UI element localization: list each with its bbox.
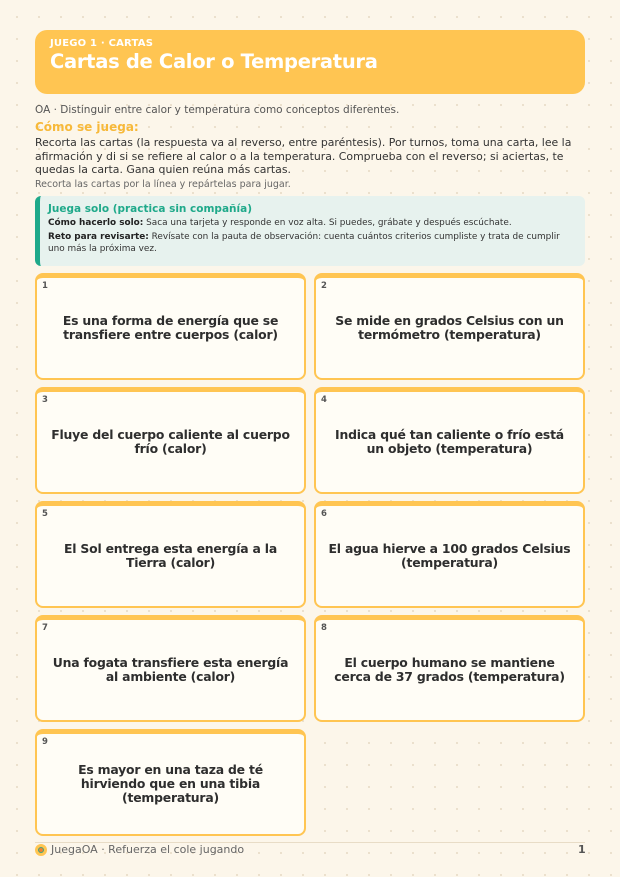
- card-6: [314, 501, 585, 608]
- footer: [35, 843, 244, 856]
- howto-text: Recorta las cartas (la respuesta va al reverso, entre paréntesis). Por turnos, toma una carta, lee la afirmación y di si se refiere al calor o a la temperatura. Comprueba con el reverso; si aciertas, te quedas la carta. Gana quien reúna más cartas.: [35, 136, 572, 176]
- card-text: El Sol entrega esta energía a la Tierra (calor): [63, 541, 278, 570]
- card-1: [35, 273, 306, 380]
- card-text: Se mide en grados Celsius con un termómetro (temperatura): [335, 313, 564, 342]
- card-text: Indica qué tan caliente o frío está un objeto (temperatura): [335, 427, 564, 456]
- card-text: Fluye del cuerpo caliente al cuerpo frío (calor): [51, 427, 290, 456]
- title-banner: [35, 30, 585, 94]
- card-number: 8: [321, 623, 327, 633]
- page-title: Cartas de Calor o Temperatura: [50, 50, 378, 73]
- card-number: 9: [42, 737, 48, 747]
- card-number: 7: [42, 623, 48, 633]
- solo-review-text: Revísate con la pauta de observación: cuenta cuántos criterios cumpliste y trata de cumplir uno más la próxima vez.: [48, 232, 560, 254]
- solo-how-text: Saca una tarjeta y responde en voz alta. Si puedes, grábate y después escúchate.: [146, 218, 512, 228]
- juegaoa-logo-icon: [35, 844, 47, 856]
- card-number: 1: [42, 281, 48, 291]
- solo-how-line: [48, 217, 575, 229]
- footer-brand: JuegaOA · Refuerza el cole jugando: [51, 843, 245, 856]
- howto-heading: Cómo se juega:: [35, 120, 139, 134]
- learning-objective: OA · Distinguir entre calor y temperatura como conceptos diferentes.: [35, 104, 400, 116]
- card-text: El agua hierve a 100 grados Celsius (temperatura): [328, 541, 571, 570]
- cut-note: Recorta las cartas por la línea y repártelas para jugar.: [35, 179, 291, 190]
- card-number: 2: [321, 281, 327, 291]
- card-number: 6: [321, 509, 327, 519]
- solo-how-label: Cómo hacerlo solo:: [48, 218, 144, 228]
- game-kicker: JUEGO 1 · CARTAS: [50, 38, 154, 49]
- solo-title: Juega solo (practica sin compañía): [48, 203, 252, 215]
- solo-review-line: [48, 231, 575, 255]
- card-8: [314, 615, 585, 722]
- card-number: 3: [42, 395, 48, 405]
- card-5: [35, 501, 306, 608]
- card-number: 4: [321, 395, 327, 405]
- card-text: Es una forma de energía que se transfiere entre cuerpos (calor): [62, 313, 279, 342]
- solo-review-label: Reto para revisarte:: [48, 232, 149, 242]
- card-text: El cuerpo humano se mantiene cerca de 37 grados (temperatura): [334, 655, 565, 684]
- solo-play-box: [35, 196, 585, 266]
- card-text: Es mayor en una taza de té hirviendo que en una tibia (temperatura): [78, 762, 263, 805]
- card-3: [35, 387, 306, 494]
- page-number: 1: [578, 843, 586, 856]
- card-4: [314, 387, 585, 494]
- card-2: [314, 273, 585, 380]
- card-9: [35, 729, 306, 836]
- card-number: 5: [42, 509, 48, 519]
- card-text: Una fogata transfiere esta energía al ambiente (calor): [52, 655, 289, 684]
- card-7: [35, 615, 306, 722]
